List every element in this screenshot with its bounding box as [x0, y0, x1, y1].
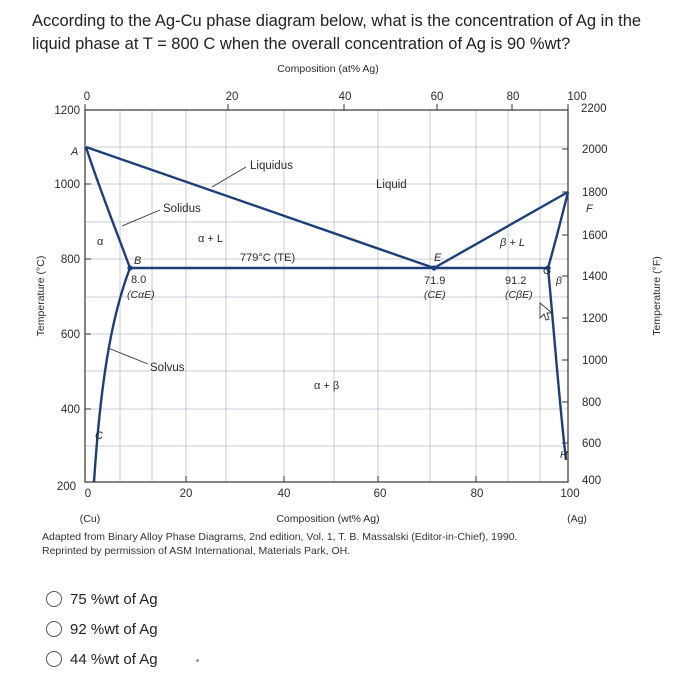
beta-comp-value: 91.2	[505, 275, 527, 287]
solidus-leader	[122, 210, 160, 226]
right-tick-label: 2000	[582, 144, 608, 156]
right-tick-labels	[581, 103, 608, 487]
top-axis-title: Composition (at% Ag)	[277, 63, 379, 75]
bottom-tick-label: 40	[277, 488, 291, 500]
left-tick-label: 1000	[54, 179, 80, 191]
liquidus-label: Liquidus	[250, 160, 293, 172]
point-b-label: B	[134, 255, 142, 267]
eutectic-comp-symbol: (CE)	[424, 289, 446, 301]
radio-button[interactable]	[46, 651, 62, 667]
caption-line-1: Adapted from Binary Alloy Phase Diagrams, 2nd edition, Vol. 1, T. B. Massalski (Editor-in-Chief), 1990.	[42, 531, 518, 543]
right-tick-label: 1800	[582, 187, 608, 199]
option-75[interactable]	[46, 584, 158, 614]
phase-boundaries	[86, 147, 568, 482]
left-axis-title: Temperature (°C)	[35, 255, 47, 337]
bottom-tick-label: 20	[179, 488, 193, 500]
alpha-plus-beta-label: α + β	[314, 380, 340, 392]
plot-frame	[85, 110, 568, 482]
liquidus-right	[434, 192, 568, 268]
bottom-tick-labels	[85, 488, 580, 500]
alpha-comp-value: 8.0	[131, 274, 147, 286]
eutectic-temp-label: 779°C (TE)	[240, 252, 296, 264]
caption-line-2: Reprinted by permission of ASM International, Materials Park, OH.	[42, 545, 351, 557]
radio-button[interactable]	[46, 621, 62, 637]
bottom-tick-label: 100	[560, 488, 580, 500]
top-tick-label: 100	[567, 91, 587, 103]
bottom-tick-label: 80	[470, 488, 484, 500]
top-tick-label: 20	[225, 91, 239, 103]
bottom-axis-title: Composition (wt% Ag)	[276, 513, 380, 525]
right-tick-label: 800	[582, 397, 602, 409]
point-a-label: A	[71, 146, 79, 158]
solvus-label: Solvus	[150, 362, 185, 374]
eutectic-comp-value: 71.9	[424, 275, 446, 287]
option-label: 44 %wt of Ag	[70, 650, 158, 668]
top-tick-marks	[85, 104, 568, 110]
point-g-label: G	[543, 265, 552, 277]
left-tick-label: 600	[60, 329, 80, 341]
option-label: 92 %wt of Ag	[70, 620, 158, 638]
right-tick-label: 2200	[581, 103, 607, 115]
left-tick-label: 200	[56, 481, 76, 493]
left-tick-label: 1200	[54, 105, 80, 117]
right-tick-label: 1200	[582, 313, 608, 325]
mouse-cursor-icon	[540, 303, 552, 320]
bottom-tick-label: 0	[84, 488, 92, 500]
option-92[interactable]	[46, 614, 158, 644]
right-tick-label: 600	[582, 438, 602, 450]
top-tick-label: 0	[83, 91, 91, 103]
top-tick-label: 80	[506, 91, 520, 103]
grid	[85, 110, 568, 482]
bottom-left-label: (Cu)	[79, 513, 101, 525]
top-tick-label: 60	[430, 91, 444, 103]
option-label: 75 %wt of Ag	[70, 590, 158, 608]
question-text: According to the Ag-Cu phase diagram below, what is the concentration of Ag in the liquid phase at T = 800 C when the overall concentration of Ag is 90 %wt?	[32, 12, 642, 53]
beta-label: β	[556, 275, 562, 287]
bottom-tick-marks	[186, 476, 476, 482]
right-tick-label: 1000	[582, 355, 608, 367]
alpha-plus-l-label: α + L	[198, 233, 224, 245]
marker-b	[127, 265, 132, 270]
option-44[interactable]	[46, 644, 158, 674]
right-tick-label: 400	[582, 475, 602, 487]
right-axis-title: Temperature (°F)	[651, 256, 663, 336]
point-e-label: E	[434, 252, 442, 264]
bottom-right-label: (Ag)	[567, 513, 587, 525]
solidus-label: Solidus	[163, 203, 201, 215]
left-tick-label: 800	[60, 254, 80, 266]
diagram-labels	[70, 146, 594, 461]
decorative-dot	[196, 659, 199, 662]
solidus-right	[548, 192, 568, 268]
right-tick-label: 1600	[582, 230, 608, 242]
alpha-label: α	[97, 236, 104, 248]
solidus-left	[86, 147, 130, 268]
right-tick-marks	[562, 110, 568, 443]
answer-options	[46, 584, 158, 674]
solvus-left	[94, 268, 130, 482]
point-h-label: H	[560, 449, 568, 461]
beta-comp-symbol: (CβE)	[505, 289, 533, 301]
liquid-label: Liquid	[376, 179, 407, 191]
figure-caption	[42, 530, 602, 558]
solvus-leader	[108, 348, 148, 364]
left-tick-labels	[54, 105, 80, 493]
top-tick-label: 40	[338, 91, 352, 103]
right-tick-label: 1400	[582, 271, 608, 283]
left-tick-label: 400	[60, 404, 80, 416]
point-c-label: C	[95, 430, 103, 442]
top-tick-labels	[84, 91, 587, 103]
marker-e	[431, 265, 436, 270]
beta-plus-l-label: β + L	[500, 237, 525, 249]
bottom-tick-label: 60	[373, 488, 387, 500]
radio-button[interactable]	[46, 591, 62, 607]
point-f-label: F	[586, 203, 593, 215]
alpha-comp-symbol: (CαE)	[127, 289, 155, 301]
